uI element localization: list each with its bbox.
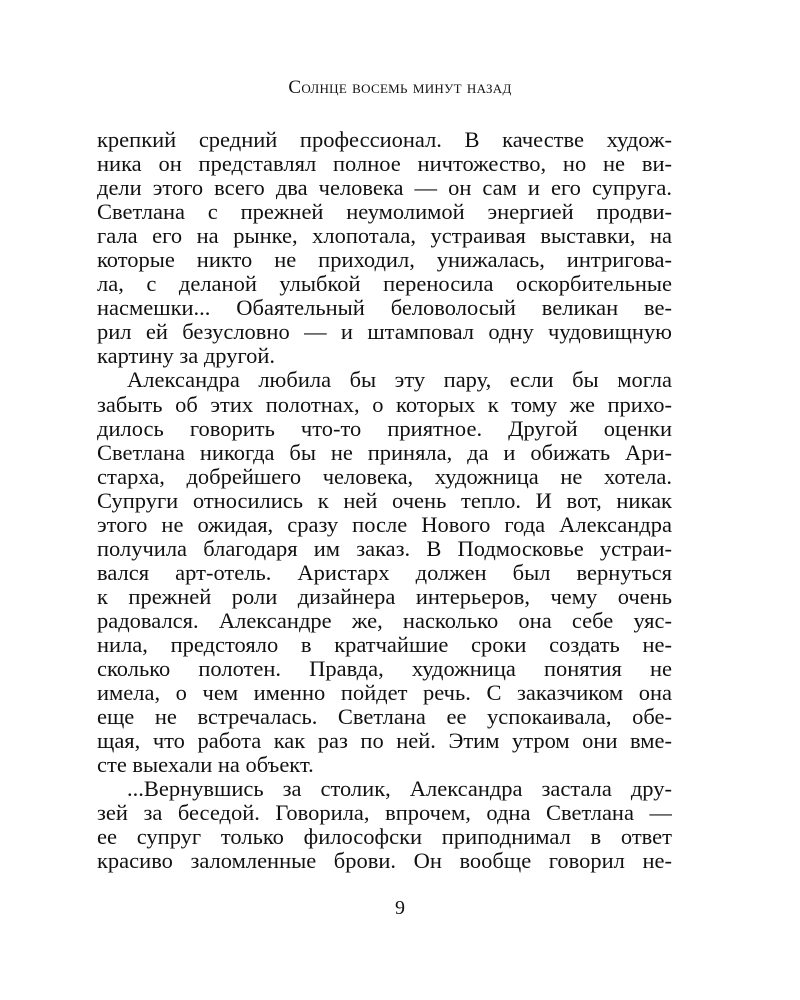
running-header: Солнце восемь минут назад <box>288 77 512 98</box>
page-number: 9 <box>395 897 405 919</box>
text-line: красиво заломленные брови. Он вообще говорил не- <box>97 849 672 874</box>
text-line: картину за другой. <box>97 344 276 369</box>
text-line: гала его на рынке, хлопотала, устраивая выставки, на <box>97 224 672 249</box>
text-line: Светлана никогда бы не приняла, да и обижать Ари- <box>97 440 672 465</box>
text-line: Супруги относились к ней очень тепло. И вот, никак <box>97 488 672 513</box>
text-line: крепкий средний профессионал. В качестве худож- <box>97 128 672 152</box>
text-line: ...Вернувшись за столик, Александра застала дру- <box>127 777 672 802</box>
body-text <box>97 128 672 873</box>
text-line: Светлана с прежней неумолимой энергией продви- <box>97 200 672 225</box>
text-line: еще не встречалась. Светлана ее успокаивала, обе- <box>97 705 672 730</box>
text-line: дилось говорить что-то приятное. Другой оценки <box>97 416 672 441</box>
text-line: ника он представлял полное ничтожество, но не ви- <box>97 152 672 177</box>
text-line: зей за беседой. Говорила, впрочем, одна Светлана — <box>97 801 672 826</box>
text-line: сте выехали на объект. <box>97 753 314 778</box>
text-line: забыть об этих полотнах, о которых к тому же прихо- <box>97 392 672 417</box>
text-line: дели этого всего два человека — он сам и его супруга. <box>97 176 672 201</box>
text-line: которые никто не приходил, унижалась, интригова- <box>97 248 672 273</box>
text-line: нила, предстояло в кратчайшие сроки создать не- <box>97 632 672 657</box>
text-line: сколько полотен. Правда, художница понятия не <box>97 657 672 682</box>
text-line: к прежней роли дизайнера интерьеров, чему очень <box>97 584 672 609</box>
text-line: насмешки... Обаятельный беловолосый великан ве- <box>97 296 672 321</box>
text-line: рил ей безусловно — и штамповал одну чудовищную <box>97 320 672 345</box>
text-line: этого не ожидая, сразу после Нового года Александра <box>97 512 672 537</box>
text-line: получила благодаря им заказ. В Подмосковье устраи- <box>97 536 672 561</box>
text-line: имела, о чем именно пойдет речь. С заказчиком она <box>97 681 672 706</box>
text-line: старха, добрейшего человека, художница не хотела. <box>97 464 672 489</box>
text-line: ее супруг только философски приподнимал в ответ <box>97 825 672 850</box>
text-line: щая, что работа как раз по ней. Этим утром они вме- <box>97 729 672 754</box>
text-line: Александра любила бы эту пару, если бы могла <box>127 368 672 393</box>
text-line: радовался. Александре же, насколько она себе уяс- <box>97 608 672 633</box>
text-line: вался арт-отель. Аристарх должен был вернуться <box>97 560 672 585</box>
text-line: ла, с деланой улыбкой переносила оскорбительные <box>97 272 672 297</box>
